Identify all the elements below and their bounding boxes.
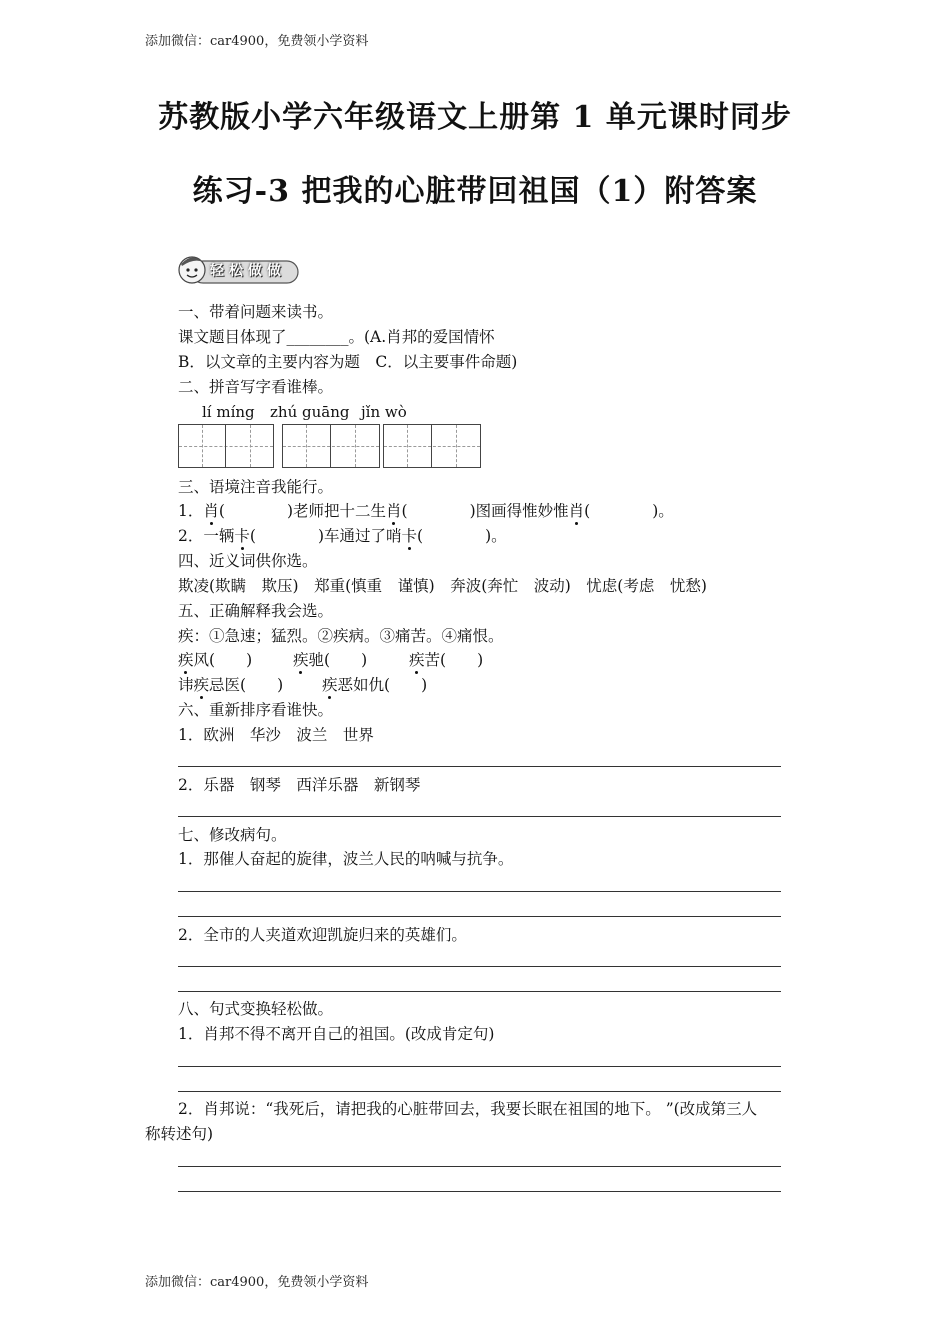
badge-label: 轻松做做 [210,263,286,279]
writing-grid-3[interactable] [383,424,481,468]
s6-q2: 2．乐器 钢琴 西洋乐器 新钢琴 [178,776,421,794]
answer-line[interactable] [178,966,781,967]
s8-q1: 1．肖邦不得不离开自己的祖国。(改成肯定句) [178,1025,495,1043]
s5-item-1: 疾风( ) [178,651,253,669]
s3-heading: 三、语境注音我能行。 [178,478,334,496]
answer-line[interactable] [178,1191,781,1192]
s8-q2-line2: 称转述句) [145,1125,214,1143]
writing-grid-2[interactable] [282,424,380,468]
answer-line[interactable] [178,1166,781,1167]
answer-line[interactable] [178,1091,781,1092]
s4-line: 欺凌(欺瞒 欺压) 郑重(慎重 谨慎) 奔波(奔忙 波动) 忧虑(考虑 忧愁) [178,577,707,595]
s5-heading: 五、正确解释我会选。 [178,602,334,620]
s2-heading: 二、拼音写字看谁棒。 [178,378,334,396]
pinyin-1: lí míng [202,403,255,421]
s4-heading: 四、近义词供你选。 [178,552,318,570]
writing-grid-1[interactable] [178,424,274,468]
s6-q1: 1．欧洲 华沙 波兰 世界 [178,726,374,744]
s1-options: B．以文章的主要内容为题 C．以主要事件命题) [178,353,518,371]
answer-line[interactable] [178,891,781,892]
s7-q2: 2．全市的人夹道欢迎凯旋归来的英雄们。 [178,926,467,944]
s5-item-5: 疾恶如仇( ) [322,676,428,694]
pinyin-2: zhú guāng [270,403,350,421]
page-title-line2: 练习-3 把我的心脏带回祖国（1）附答案 [192,174,758,209]
answer-line[interactable] [178,1066,781,1067]
s6-heading: 六、重新排序看谁快。 [178,701,334,719]
s5-definition: 疾：①急速；猛烈。②疾病。③痛苦。④痛恨。 [178,627,504,645]
s7-q1: 1．那催人奋起的旋律，波兰人民的呐喊与抗争。 [178,850,514,868]
answer-line[interactable] [178,766,781,767]
page-title-line1: 苏教版小学六年级语文上册第 1 单元课时同步 [158,100,792,135]
answer-line[interactable] [178,991,781,992]
s3-line1: 1．肖( )老师把十二生肖( )图画得惟妙惟肖( )。 [178,502,674,520]
footer-note: 添加微信：car4900，免费领小学资料 [145,1275,369,1290]
s3-line2: 2．一辆卡( )车通过了哨卡( )。 [178,527,507,545]
s1-heading: 一、带着问题来读书。 [178,303,334,321]
s5-item-3: 疾苦( ) [409,651,484,669]
s5-item-2: 疾驰( ) [293,651,368,669]
s8-q2-line1: 2．肖邦说：“我死后，请把我的心脏带回去，我要长眠在祖国的地下。 ”(改成第三人 [178,1100,758,1118]
s5-item-4: 讳疾忌医( ) [178,676,284,694]
section-badge [176,252,300,288]
header-note: 添加微信：car4900，免费领小学资料 [145,34,369,49]
s8-heading: 八、句式变换轻松做。 [178,1000,334,1018]
s1-question: 课文题目体现了________。(A.肖邦的爱国情怀 [178,328,495,346]
answer-line[interactable] [178,816,781,817]
s7-heading: 七、修改病句。 [178,826,287,844]
answer-line[interactable] [178,916,781,917]
pinyin-3: jǐn wò [361,403,407,421]
